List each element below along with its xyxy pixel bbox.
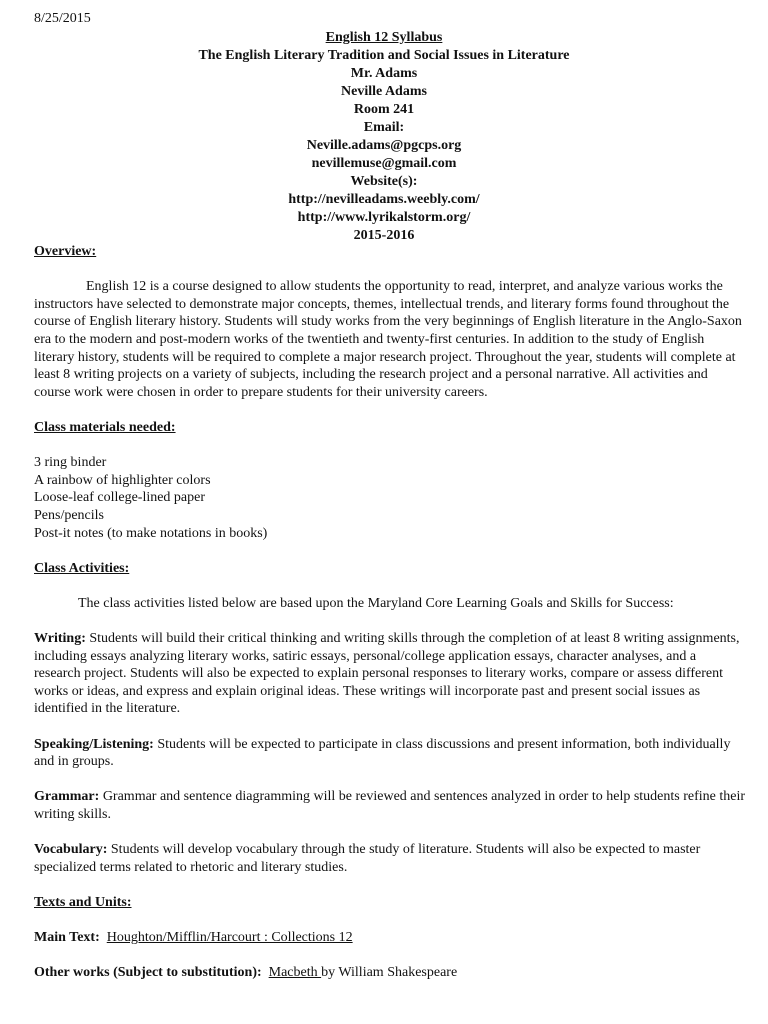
activities-intro: The class activities listed below are based upon the Maryland Core Learning Goals and Skills for Success: <box>78 595 674 611</box>
speaking-paragraph <box>34 736 746 771</box>
grammar-label: Grammar: <box>34 789 100 805</box>
main-text-line <box>34 929 746 947</box>
list-item: Pens/pencils <box>34 507 104 523</box>
materials-heading: Class materials needed: <box>34 419 176 435</box>
other-works-line <box>34 964 746 982</box>
main-text-label: Main Text: <box>34 930 100 946</box>
activities-heading: Class Activities: <box>34 560 130 576</box>
syllabus-body <box>34 243 746 982</box>
materials-list <box>34 454 746 542</box>
vocabulary-paragraph <box>34 841 746 876</box>
list-item: A rainbow of highlighter colors <box>34 472 211 488</box>
other-work-title: Macbeth <box>268 965 322 981</box>
grammar-paragraph <box>34 788 746 823</box>
writing-paragraph <box>34 630 746 718</box>
website-label: Website(s): <box>350 174 418 189</box>
room-number: Room 241 <box>353 102 415 117</box>
other-work-author: by William Shakespeare <box>321 965 458 981</box>
other-works-label: Other works (Subject to substitution): <box>34 965 262 981</box>
list-item: Loose-leaf college-lined paper <box>34 490 206 506</box>
email-link-2[interactable]: nevillemuse@gmail.com <box>311 156 457 171</box>
school-year: 2015-2016 <box>353 228 415 243</box>
email-label: Email: <box>363 120 405 135</box>
grammar-text: Grammar and sentence diagramming will be reviewed and sentences analyzed in order to help students refine their writing skills. <box>34 789 746 822</box>
vocabulary-text: Students will develop vocabulary through the study of literature. Students will also be expected to master specialized terms related to rhetoric and literary studies. <box>34 842 701 875</box>
vocabulary-label: Vocabulary: <box>34 842 108 858</box>
overview-heading: Overview: <box>34 244 97 259</box>
course-subtitle: The English Literary Tradition and Social Issues in Literature <box>198 48 570 63</box>
teacher-full-name: Neville Adams <box>341 84 427 99</box>
email-link-1[interactable]: Neville.adams@pgcps.org <box>306 138 462 153</box>
texts-heading: Texts and Units: <box>34 894 132 910</box>
speaking-label: Speaking/Listening: <box>34 736 154 752</box>
list-item: 3 ring binder <box>34 455 107 471</box>
document-date: 8/25/2015 <box>34 11 91 26</box>
course-title: English 12 Syllabus <box>325 30 443 45</box>
teacher-short-name: Mr. Adams <box>350 66 418 81</box>
list-item: Post-it notes (to make notations in books) <box>34 525 268 541</box>
writing-label: Writing: <box>34 631 86 647</box>
syllabus-header <box>0 29 768 245</box>
writing-text: Students will build their critical thinking and writing skills through the completion of at least 8 writing assignments, including essays analyzing literary works, satiric essays, personal/college application essays, character analyses, and a research project. Students will also be expected to explain personal responses to literary works, compare or assess different works or ideas, and express and explain original ideas. These writings will incorporate past and present social issues as identified in the literature. <box>34 631 740 717</box>
overview-paragraph: English 12 is a course designed to allow students the opportunity to read, interpret, and analyze various works the instructors have selected to demonstrate major concepts, themes, intellectual trends, and literary forms found throughout the course of English literary history. Students will study works from the very beginnings of English literature in the Anglo-Saxon era to the modern and post-modern works of the twentieth and twenty-first centuries. In addition to the study of English literary history, students will be required to complete a major research project. Throughout the year, students will complete at least 8 writing projects on a variety of subjects, including the research project and a personal narrative. All activities and course work were chosen in order to prepare students for their university careers. <box>34 279 742 400</box>
website-link-1[interactable]: http://nevilleadams.weebly.com/ <box>288 192 480 207</box>
main-text-value: Houghton/Mifflin/Harcourt : Collections 12 <box>106 930 353 946</box>
speaking-text: Students will be expected to participate in class discussions and present information, both individually and in groups. <box>34 736 731 770</box>
website-link-2[interactable]: http://www.lyrikalstorm.org/ <box>297 210 471 225</box>
